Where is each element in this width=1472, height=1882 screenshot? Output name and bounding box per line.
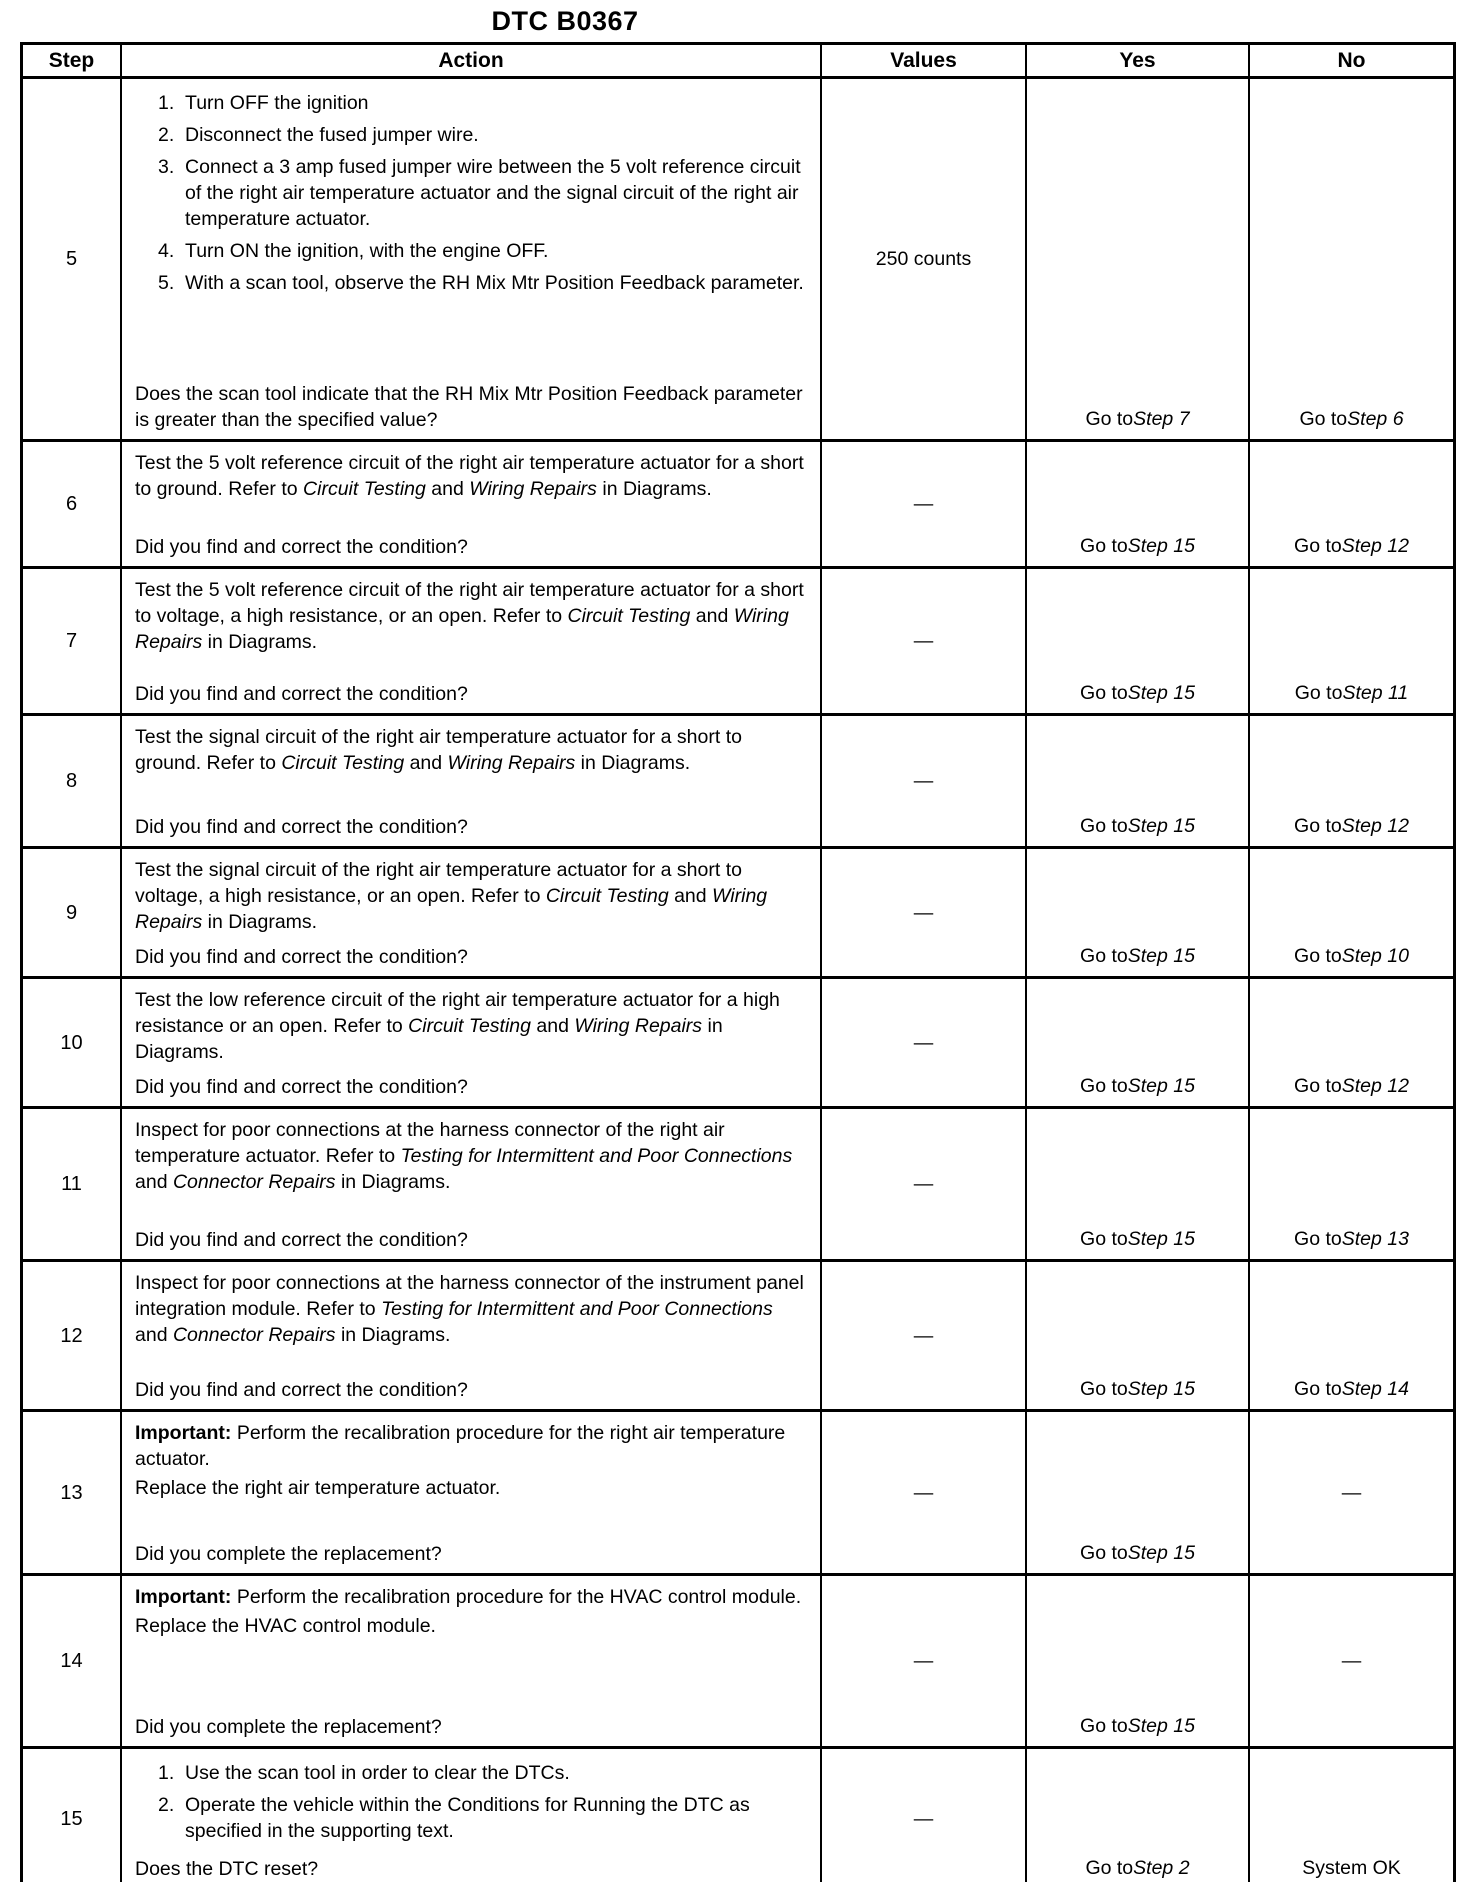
action-blocks [135,84,810,302]
text-segment: in Diagrams. [335,1324,451,1346]
list-text [185,1760,810,1786]
action-paragraph [135,450,810,502]
text-segment: Step 15 [1127,1075,1195,1097]
text-segment: Step 15 [1127,815,1195,837]
step-cell: 12 [23,1262,122,1409]
text-segment: and [668,885,713,907]
text-segment: Connector Repairs [172,1171,336,1193]
text-segment: — [1341,1481,1362,1504]
action-blocks [135,1754,810,1850]
list-text [185,1792,810,1844]
action-paragraph [135,857,810,935]
action-list-item [135,270,810,296]
table-row [23,849,1453,979]
text-segment: Test the 5 volt reference circuit of the right air temperature actuator for a short to ground. Refer to [135,452,804,500]
no-cell [1250,979,1453,1106]
action-blocks [135,1581,810,1642]
table-row [23,716,1453,849]
text-segment: Step 15 [1127,682,1195,704]
step-cell: 11 [23,1109,122,1259]
values-cell: 250 counts [822,79,1027,439]
text-segment: Go to [1080,1075,1128,1097]
list-number: 4. [158,240,175,262]
text-segment: in Diagrams. [135,1015,723,1063]
list-text [185,122,810,148]
text-segment: Step 7 [1133,408,1190,430]
yes-cell [1027,1576,1250,1746]
no-cell [1250,1109,1453,1259]
text-segment: Go to [1080,1715,1128,1737]
action-paragraph [135,577,810,655]
text-segment: Go to [1294,1075,1342,1097]
text-segment: Step 11 [1342,682,1409,704]
action-list-item [135,90,810,116]
page-title: DTC B0367 [491,6,639,36]
text-segment: Important: [135,1422,232,1444]
values-cell: — [822,979,1027,1106]
text-segment: Go to [1294,1228,1342,1250]
text-segment: Circuit Testing [567,605,691,627]
text-segment: Go to [1294,1378,1342,1400]
text-segment: and [135,1171,173,1193]
values-cell: — [822,849,1027,976]
values-cell: — [822,1749,1027,1882]
header-cell-action: Action [122,45,822,76]
values-cell: — [822,569,1027,713]
step-cell: 6 [23,442,122,566]
list-text [185,90,810,116]
header-cell-step: Step [23,45,122,76]
text-segment: Go to [1294,945,1342,967]
no-cell [1250,79,1453,439]
table-row [23,442,1453,569]
yes-cell [1027,79,1250,439]
text-segment: Perform the recalibration procedure for the HVAC control module. [231,1586,802,1608]
text-segment: Step 12 [1341,815,1409,837]
header-cell-no: No [1337,48,1366,72]
text-segment: Go to [1080,1378,1128,1400]
table-row [23,79,1453,442]
text-segment: Step 12 [1341,535,1409,557]
values-cell: — [822,442,1027,566]
yes-cell [1027,442,1250,566]
no-cell [1250,1262,1453,1409]
text-segment: — [1341,1650,1362,1672]
table-row [23,1749,1453,1882]
action-question: Did you find and correct the condition? [135,816,468,838]
action-question: Did you find and correct the condition? [135,946,468,968]
text-segment: Go to [1085,1857,1134,1879]
action-list-item [135,1760,810,1786]
no-cell [1250,849,1453,976]
text-segment: Replace the HVAC control module. [135,1615,436,1637]
table-rows [23,79,1453,1882]
yes-cell [1027,1262,1250,1409]
action-paragraph [135,724,810,776]
action-cell [122,1262,822,1409]
table-row [23,1576,1453,1749]
text-segment: Step 15 [1127,1378,1195,1400]
text-segment: Circuit Testing [545,885,669,907]
action-blocks [135,984,810,1068]
text-segment: Step 15 [1127,1228,1195,1250]
text-segment: Inspect for poor connections at the harness connector of the right air temperature actuator. Refer to [135,1119,725,1167]
text-segment: and [530,1015,575,1037]
action-paragraph [135,1584,810,1610]
text-segment: in Diagrams. [202,911,318,933]
no-cell [1250,1749,1453,1882]
step-cell: 5 [23,79,122,439]
text-segment: Go to [1080,945,1128,967]
text-segment: Step 6 [1347,408,1404,430]
text-segment: Testing for Intermittent and Poor Connections [400,1145,793,1167]
action-cell [122,442,822,566]
text-segment: in Diagrams. [575,752,691,774]
action-paragraph [135,1117,810,1195]
text-segment: Circuit Testing [303,478,426,500]
action-cell [122,849,822,976]
list-text [185,238,810,264]
action-cell [122,1749,822,1882]
text-segment: Go to [1085,408,1134,430]
action-cell [122,716,822,846]
text-segment: System OK [1302,1857,1401,1879]
text-segment: Step 12 [1341,1075,1409,1097]
text-segment: Wiring Repairs [469,478,597,500]
action-question: Did you complete the replacement? [135,1716,442,1738]
action-question: Did you find and correct the condition? [135,683,468,705]
action-paragraph [135,1613,810,1639]
action-cell [122,979,822,1106]
step-cell: 15 [23,1749,122,1882]
action-question: Did you complete the replacement? [135,1543,442,1565]
text-segment: Use the scan tool in order to clear the DTCs. [185,1762,570,1784]
table-row [23,1262,1453,1412]
table-row [23,1109,1453,1262]
diagnostic-table [20,42,1456,1882]
text-segment: Go to [1080,1542,1128,1564]
text-segment: Test the signal circuit of the right air temperature actuator for a short to ground. Refer to [135,726,742,774]
step-cell: 10 [23,979,122,1106]
list-number: 3. [158,156,175,178]
list-text [185,270,810,296]
action-blocks [135,447,810,505]
text-segment: Connect a 3 amp fused jumper wire between the 5 volt reference circuit of the right air temperature actuator and the signal circuit of the right air temperature actuator. [185,156,801,230]
table-row [23,1412,1453,1576]
step-cell: 9 [23,849,122,976]
text-segment: Wiring Repairs [135,885,768,933]
action-blocks [135,1114,810,1198]
text-segment: Circuit Testing [281,752,405,774]
text-segment: Operate the vehicle within the Conditions for Running the DTC as specified in the supporting text. [185,1794,750,1842]
step-cell: 14 [23,1576,122,1746]
no-cell [1250,442,1453,566]
action-blocks [135,1417,810,1504]
text-segment: Go to [1294,815,1342,837]
action-question: Did you find and correct the condition? [135,1076,468,1098]
no-cell [1250,716,1453,846]
header-cell-yes: Yes [1027,45,1250,76]
text-segment: Go to [1294,682,1343,704]
text-segment: Test the signal circuit of the right air temperature actuator for a short to voltage, a high resistance, or an open. Refer to [135,859,742,907]
action-list-item [135,1792,810,1844]
table-row [23,569,1453,716]
text-segment: Step 15 [1127,945,1195,967]
list-number: 2. [158,1794,175,1816]
text-segment: Go to [1080,535,1128,557]
action-question: Did you find and correct the condition? [135,1379,468,1401]
text-segment: and [135,1324,173,1346]
header-cell-values: Values [822,45,1027,76]
list-number: 2. [158,124,175,146]
action-paragraph [135,1475,810,1501]
table-row [23,979,1453,1109]
text-segment: Replace the right air temperature actuator. [135,1477,501,1499]
text-segment: Step 14 [1341,1378,1409,1400]
action-paragraph [135,987,810,1065]
yes-cell [1027,1412,1250,1573]
list-number: 1. [158,92,175,114]
text-segment: Wiring Repairs [574,1015,703,1037]
action-list-item [135,122,810,148]
text-segment: Testing for Intermittent and Poor Connections [381,1298,773,1320]
text-segment: in Diagrams. [596,478,712,500]
no-cell [1250,569,1453,713]
action-blocks [135,854,810,938]
text-segment: Turn ON the ignition, with the engine OFF. [185,240,549,262]
action-question: Did you find and correct the condition? [135,536,468,558]
text-segment: and [425,478,470,500]
action-question: Does the DTC reset? [135,1858,319,1880]
text-segment: in Diagrams. [202,631,318,653]
action-cell [122,1412,822,1573]
text-segment: Connector Repairs [172,1324,336,1346]
step-cell: 7 [23,569,122,713]
step-cell: 8 [23,716,122,846]
action-cell [122,79,822,439]
list-number: 1. [158,1762,175,1784]
action-question: Does the scan tool indicate that the RH Mix Mtr Position Feedback parameter is greater than the specified value? [135,383,803,431]
text-segment: Go to [1294,535,1342,557]
yes-cell [1027,979,1250,1106]
values-cell: — [822,1576,1027,1746]
action-blocks [135,1267,810,1351]
text-segment: Inspect for poor connections at the harness connector of the instrument panel integration module. Refer to [135,1272,804,1320]
action-cell [122,1576,822,1746]
text-segment: Important: [135,1586,232,1608]
text-segment: Perform the recalibration procedure for the right air temperature actuator. [135,1422,786,1470]
action-paragraph [135,1420,810,1472]
text-segment: in Diagrams. [335,1171,451,1193]
text-segment: Wiring Repairs [447,752,576,774]
text-segment: Step 15 [1127,535,1195,557]
text-segment: Step 15 [1127,1715,1195,1737]
no-cell [1250,1576,1453,1746]
list-text [185,154,810,232]
text-segment: Test the low reference circuit of the right air temperature actuator for a high resistance or an open. Refer to [135,989,780,1037]
text-segment: Disconnect the fused jumper wire. [185,124,479,146]
table-header [23,45,1453,79]
yes-cell [1027,849,1250,976]
action-list-item [135,154,810,232]
action-blocks [135,721,810,779]
action-blocks [135,574,810,658]
action-paragraph [135,1270,810,1348]
values-cell: — [822,1262,1027,1409]
action-question: Did you find and correct the condition? [135,1229,468,1251]
text-segment: With a scan tool, observe the RH Mix Mtr Position Feedback parameter. [185,272,804,294]
text-segment: Go to [1080,1228,1128,1250]
values-cell: — [822,1109,1027,1259]
text-segment: Test the 5 volt reference circuit of the right air temperature actuator for a short to voltage, a high resistance, or an open. Refer to [135,579,804,627]
action-cell [122,569,822,713]
values-cell: — [822,1412,1027,1573]
yes-cell [1027,1749,1250,1882]
action-cell [122,1109,822,1259]
text-segment: Go to [1080,682,1128,704]
text-segment: Circuit Testing [408,1015,531,1037]
text-segment: and [690,605,734,627]
no-cell [1250,1412,1453,1573]
yes-cell [1027,1109,1250,1259]
text-segment: Turn OFF the ignition [185,92,369,114]
step-cell: 13 [23,1412,122,1573]
text-segment: Go to [1299,408,1348,430]
text-segment: Go to [1080,815,1128,837]
text-segment: Wiring Repairs [135,605,789,653]
text-segment: and [404,752,448,774]
text-segment: Step 15 [1127,1542,1195,1564]
text-segment: Step 13 [1341,1228,1409,1250]
action-list-item [135,238,810,264]
yes-cell [1027,569,1250,713]
text-segment: Step 10 [1341,945,1409,967]
text-segment: Step 2 [1133,1857,1190,1879]
list-number: 5. [158,272,175,294]
values-cell: — [822,716,1027,846]
yes-cell [1027,716,1250,846]
